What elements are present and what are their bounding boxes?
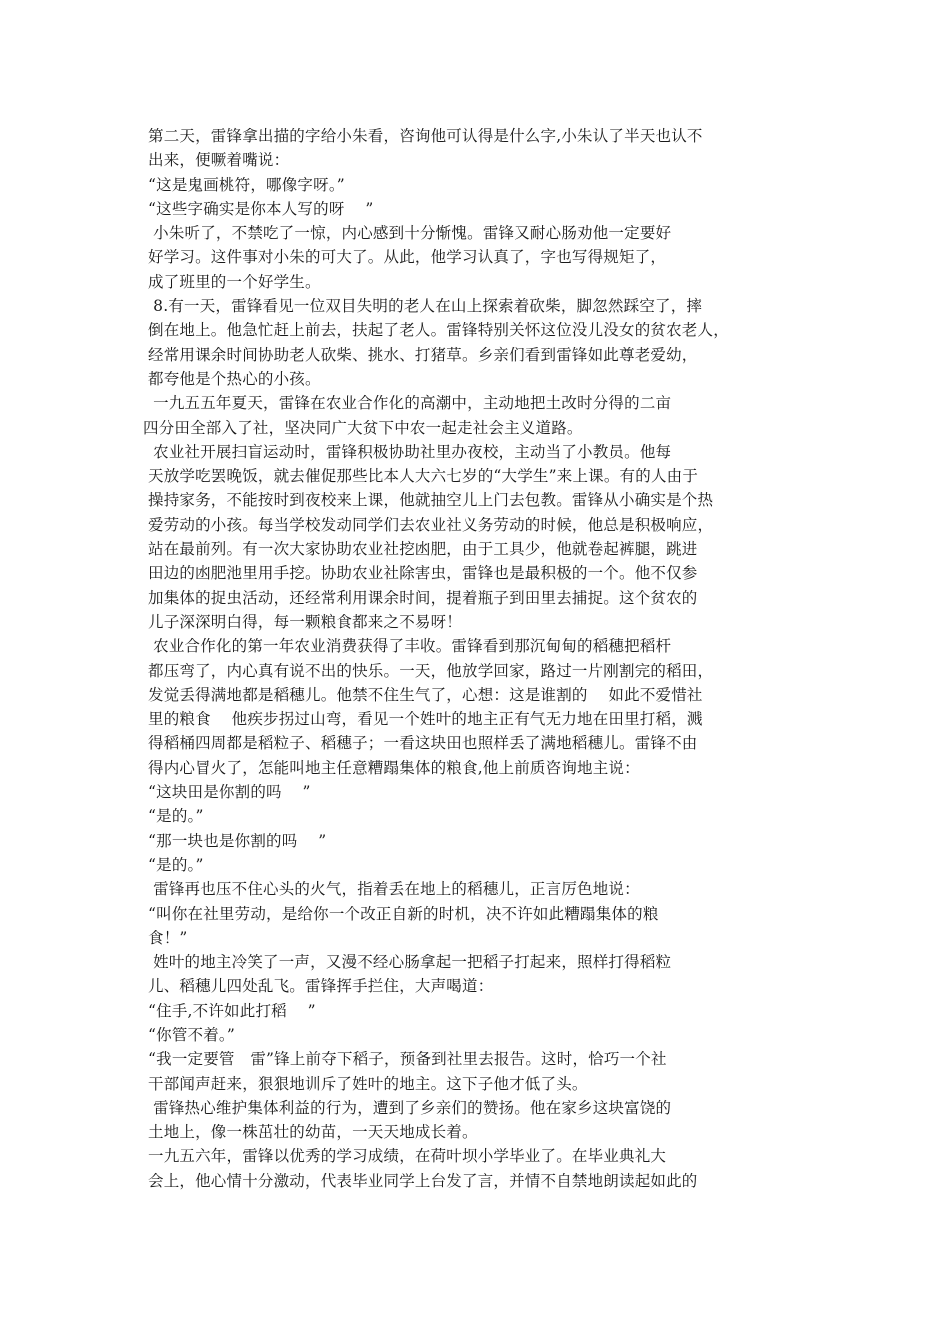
text-line: 儿子深深明白得，每一颗粮食都来之不易呀！ <box>148 612 463 631</box>
text-line: 好学习。这件事对小朱的可大了。从此，他学习认真了，字也写得规矩了， <box>148 248 667 267</box>
text-line: “那一块也是你割的吗 ” <box>148 831 327 850</box>
text-line: 成了班里的一个好学生。 <box>148 272 321 291</box>
text-line: “这块田是你割的吗 ” <box>148 783 311 802</box>
text-line: 姓叶的地主冷笑了一声，又漫不经心肠拿起一把稻子打起来，照样打得稻粒 <box>148 953 672 972</box>
text-line: “你管不着。” <box>148 1025 235 1044</box>
text-line: 儿、稻穗儿四处乱飞。雷锋挥手拦住，大声喝道： <box>148 977 494 996</box>
text-line: 干部闻声赶来，狠狠地训斥了姓叶的地主。这下子他才低了头。 <box>148 1074 588 1093</box>
text-line: “这是鬼画桃符，哪像字呀。” <box>148 175 345 194</box>
text-line: 得稻桶四周都是稻粒子、稻穗子；一看这块田也照样丢了满地稻穗儿。雷锋不由 <box>148 734 698 753</box>
text-line: 都夸他是个热心的小孩。 <box>148 369 321 388</box>
text-line: 土地上，像一株茁壮的幼苗，一天天地成长着。 <box>148 1123 478 1142</box>
text-line: “这些字确实是你本人写的呀 ” <box>148 199 374 218</box>
text-line: 爱劳动的小孩。每当学校发动同学们去农业社义务劳动的时候，他总是积极响应， <box>148 515 714 534</box>
text-line: 里的粮食 他疾步拐过山弯，看见一个姓叶的地主正有气无力地在田里打稻，溅 <box>148 710 703 729</box>
text-line: 田边的凼肥池里用手挖。协助农业社除害虫，雷锋也是最积极的一个。他不仅参 <box>148 564 698 583</box>
text-line: 农业社开展扫盲运动时，雷锋积极协助社里办夜校，主动当了小教员。他每 <box>148 442 672 461</box>
text-line: 出来，便噘着嘴说： <box>148 151 290 170</box>
text-line: 食！” <box>148 928 188 947</box>
text-line: 站在最前列。有一次大家协助农业社挖凼肥，由于工具少，他就卷起裤腿，跳进 <box>148 540 698 559</box>
text-line: 倒在地上。他急忙赶上前去，扶起了老人。雷锋特别关怀这位没儿没女的贫农老人， <box>148 321 729 340</box>
text-line: 一九五五年夏天，雷锋在农业合作化的高潮中，主动地把土改时分得的二亩 <box>148 394 672 413</box>
text-line: 操持家务，不能按时到夜校来上课，他就抽空儿上门去包教。雷锋从小确实是个热 <box>148 491 714 510</box>
text-line: 得内心冒火了，怎能叫地主任意糟蹋集体的粮食,他上前质咨询地主说： <box>148 758 640 777</box>
text-line: 经常用课余时间协助老人砍柴、挑水、打猪草。乡亲们看到雷锋如此尊老爱幼， <box>148 345 698 364</box>
text-line: “叫你在社里劳动，是给你一个改正自新的时机，决不许如此糟蹋集体的粮 <box>148 904 659 923</box>
text-line: 发觉丢得满地都是稻穗儿。他禁不住生气了，心想：这是谁割的 如此不爱惜社 <box>148 685 703 704</box>
text-line: 四分田全部入了社，坚决同广大贫下中农一起走社会主义道路。 <box>143 418 583 437</box>
text-line: 天放学吃罢晚饭，就去催促那些比本人大六七岁的“大学生”来上课。有的人由于 <box>148 467 699 486</box>
text-line: 第二天，雷锋拿出描的字给小朱看，咨询他可认得是什么字,小朱认了半天也认不 <box>148 127 703 145</box>
text-line: 会上，他心情十分激动，代表毕业同学上台发了言，并情不自禁地朗读起如此的 <box>148 1171 698 1190</box>
text-line: 加集体的捉虫活动，还经常利用课余时间，提着瓶子到田里去捕捉。这个贫农的 <box>148 588 698 607</box>
text-line: 小朱听了，不禁吃了一惊，内心感到十分惭愧。雷锋又耐心肠劝他一定要好 <box>148 224 672 243</box>
text-body <box>0 124 950 1193</box>
text-line: “我一定要管 雷”锋上前夺下稻子，预备到社里去报告。这时，恰巧一个社 <box>148 1050 667 1069</box>
text-line: 一九五六年，雷锋以优秀的学习成绩，在荷叶坝小学毕业了。在毕业典礼大 <box>148 1147 667 1166</box>
text-line: “是的。” <box>148 855 204 874</box>
text-line: 雷锋热心维护集体利益的行为，遭到了乡亲们的赞扬。他在家乡这块富饶的 <box>148 1098 672 1117</box>
text-line: “住手,不许如此打稻 ” <box>148 1001 316 1020</box>
text-line: 农业合作化的第一年农业消费获得了丰收。雷锋看到那沉甸甸的稻穗把稻杆 <box>148 637 672 656</box>
text-line: 雷锋再也压不住心头的火气，指着丢在地上的稻穗儿，正言厉色地说： <box>148 880 640 899</box>
text-line: “是的。” <box>148 807 204 826</box>
text-line: 8.有一天，雷锋看见一位双目失明的老人在山上探索着砍柴，脚忽然踩空了，摔 <box>148 297 703 316</box>
text-line: 都压弯了，内心真有说不出的快乐。一天，他放学回家，路过一片刚割完的稻田， <box>148 661 714 680</box>
